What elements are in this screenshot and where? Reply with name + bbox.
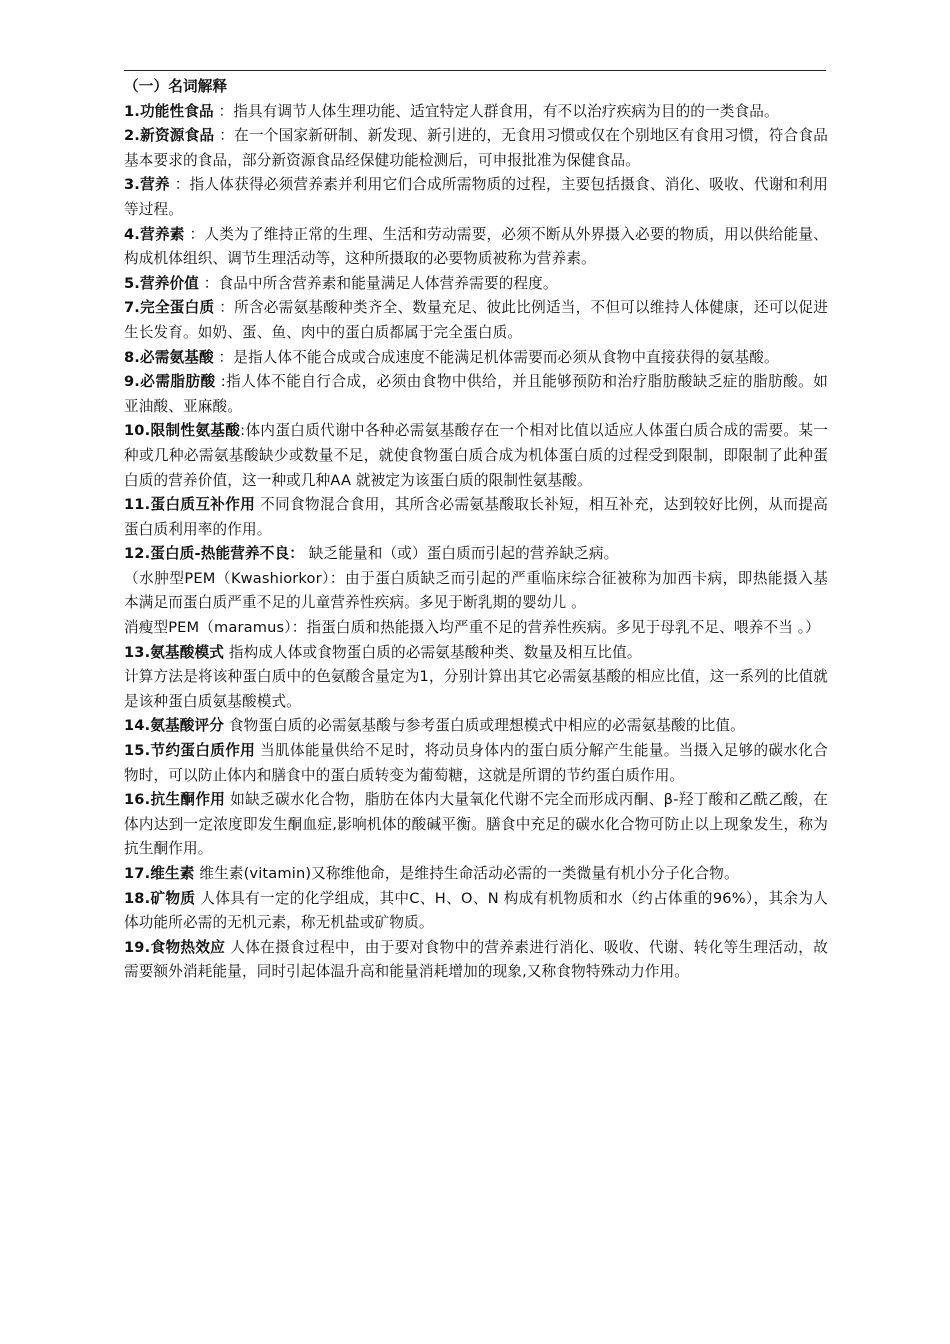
entry-term: 3.营养 (124, 176, 170, 194)
glossary-entry (124, 887, 828, 936)
entry-definition: 缺乏能量和（或）蛋白质而引起的营养缺乏病。 (303, 545, 619, 563)
header-rule (124, 70, 826, 71)
entry-definition: 人体在摄食过程中，由于要对食物中的营养素进行消化、吸收、代谢、转化等生理活动，故需要额外消耗能量，同时引起体温升高和能量消耗增加的现象,又称食物特殊动力作用。 (124, 938, 829, 981)
glossary-entry (124, 124, 828, 173)
entry-definition: 计算方法是将该种蛋白质中的色氨酸含量定为1，分别计算出其它必需氨基酸的相应比值，这一系列的比值就是该种蛋白质氨基酸模式。 (124, 668, 828, 710)
document-body (124, 75, 828, 985)
glossary-entry (124, 616, 828, 641)
entry-term: 12.蛋白质-热能营养不良： (124, 545, 304, 563)
entry-term: 18.矿物质 (124, 889, 196, 907)
section-title: （一）名词解释 (124, 78, 228, 95)
entry-term: 8.必需氨基酸 (124, 348, 214, 366)
entry-definition: :指人体不能自行合成，必须由食物中供给，并且能够预防和治疗脂肪酸缺乏症的脂肪酸。如亚油酸、亚麻酸。 (124, 373, 829, 415)
glossary-entry (124, 272, 828, 297)
entry-term: 2.新资源食品 (124, 127, 215, 145)
glossary-entry (124, 788, 828, 862)
entry-definition: ：食品中所含营养素和能量满足人体营养需要的程度。 (198, 274, 558, 292)
glossary-entry (124, 862, 828, 887)
entry-term: 9.必需脂肪酸 (124, 373, 216, 391)
entry-definition: （水肿型PEM（Kwashiorkor）：由于蛋白质缺乏而引起的严重临床综合征被称为加西卡病，即热能摄入基本满足而蛋白质严重不足的儿童营养性疾病。多见于断乳期的婴幼儿 。 (124, 569, 828, 612)
entry-term: 15.节约蛋白质作用 (124, 742, 256, 760)
entry-definition: :体内蛋白质代谢中各种必需氨基酸存在一个相对比值以适应人体蛋白质合成的需要。某一种或几种必需氨基酸缺少或数量不足，就使食物蛋白质合成为机体蛋白质的过程受到限制，即限制了此种蛋白质的营养价值，这一种或几种AA 就被定为该蛋白质的限制性氨基酸。 (124, 422, 829, 489)
entry-definition: 人体具有一定的化学组成，其中C、H、O、N 构成有机物质和水（约占体重的96%），其余为人体功能所必需的无机元素，称无机盐或矿物质。 (124, 889, 828, 932)
glossary-entry (124, 567, 828, 616)
entry-term: 4.营养素 (124, 225, 185, 243)
glossary-entry (124, 665, 828, 714)
glossary-entry (124, 542, 828, 567)
glossary-entry (124, 641, 828, 666)
glossary-entry (124, 936, 828, 985)
entry-definition: 维生素(vitamin)又称维他命，是维持生命活动必需的一类微量有机小分子化合物。 (194, 865, 739, 882)
entry-term: 14.氨基酸评分 (124, 717, 225, 735)
glossary-entry (124, 223, 828, 272)
entry-definition: 食物蛋白质的必需氨基酸与参考蛋白质或理想模式中相应的必需氨基酸的比值。 (224, 717, 745, 735)
glossary-entry (124, 493, 828, 542)
entry-term: 1.功能性食品 (124, 102, 214, 120)
entry-term: 10.限制性氨基酸 (124, 422, 241, 440)
entry-definition: ：指具有调节人体生理功能、适宜特定人群食用，有不以治疗疾病为目的的一类食品。 (213, 102, 779, 120)
entry-definition: 指构成人体或食物蛋白质的必需氨基酸种类、数量及相互比值。 (224, 643, 642, 661)
entry-definition: ：人类为了维持正常的生理、生活和劳动需要，必须不断从外界摄入必要的物质，用以供给能量、构成机体组织、调节生理活动等，这种所摄取的必要物质被称为营养素。 (124, 225, 828, 268)
entry-definition: ：在一个国家新研制、新发现、新引进的，无食用习惯或仅在个别地区有食用习惯，符合食品基本要求的食品，部分新资源食品经保健功能检测后，可申报批准为保健食品。 (124, 127, 828, 169)
entry-term: 13.氨基酸模式 (124, 643, 225, 661)
entry-definition: 消瘦型PEM（maramus）：指蛋白质和热能摄入均严重不足的营养性疾病。多见于母乳不足、喂养不当 。） (124, 619, 820, 637)
glossary-entry (124, 296, 828, 345)
entry-definition: 当肌体能量供给不足时，将动员身体内的蛋白质分解产生能量。当摄入足够的碳水化合物时，可以防止体内和膳食中的蛋白质转变为葡萄糖，这就是所谓的节约蛋白质作用。 (124, 742, 828, 784)
entry-term: 17.维生素 (124, 865, 195, 882)
glossary-entry (124, 173, 828, 222)
glossary-entry (124, 739, 828, 788)
entry-definition: ：所含必需氨基酸种类齐全、数量充足、彼此比例适当，不但可以维持人体健康，还可以促进生长发育。如奶、蛋、鱼、肉中的蛋白质都属于完全蛋白质。 (124, 299, 828, 341)
glossary-entry (124, 419, 828, 493)
entry-definition: 如缺乏碳水化合物，脂肪在体内大量氧化代谢不完全而形成丙酮、β-羟丁酸和乙酰乙酸，在体内达到一定浓度即发生酮血症,影响机体的酸碱平衡。膳食中充足的碳水化合物可防止以上现象发生，称为抗生酮作用。 (124, 791, 828, 858)
entry-term: 5.营养价值 (124, 274, 199, 292)
glossary-entry (124, 370, 828, 419)
entry-term: 19.食物热效应 (124, 938, 226, 956)
entry-definition: 不同食物混合食用，其所含必需氨基酸取长补短，相互补充，达到较好比例，从而提高蛋白质利用率的作用。 (124, 496, 828, 538)
entry-definition: ：指人体获得必须营养素并利用它们合成所需物质的过程，主要包括摄食、消化、吸收、代谢和利用等过程。 (124, 176, 828, 218)
entry-term: 7.完全蛋白质 (124, 299, 215, 317)
glossary-entry (124, 346, 828, 371)
glossary-entry (124, 100, 828, 125)
entry-term: 11.蛋白质互补作用 (124, 496, 256, 514)
glossary-entry (124, 714, 828, 739)
entry-term: 16.抗生酮作用 (124, 791, 226, 809)
glossary-list (124, 100, 828, 985)
entry-definition: ：是指人体不能合成或合成速度不能满足机体需要而必须从食物中直接获得的氨基酸。 (213, 348, 779, 366)
